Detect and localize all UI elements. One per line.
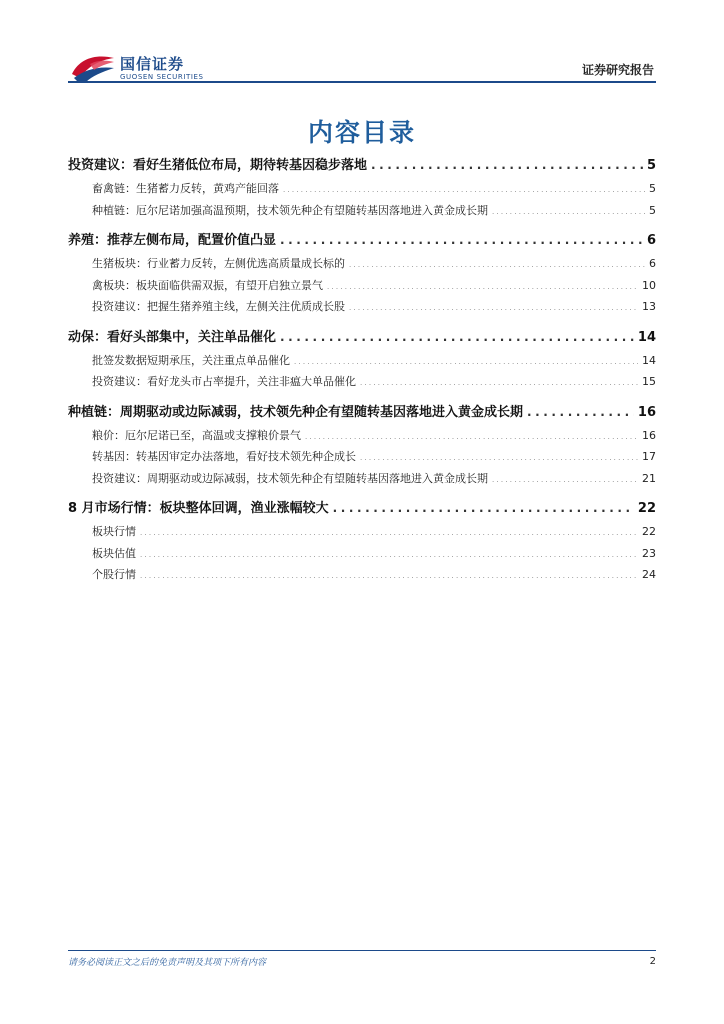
toc-subsection-entry[interactable] <box>68 373 656 395</box>
toc-dot-leader <box>140 551 638 559</box>
toc-subsection-entry[interactable] <box>68 566 656 588</box>
toc-dot-leader <box>140 529 638 537</box>
toc-entry-page: 21 <box>642 471 656 485</box>
logo-cn-text: 国信证券 <box>120 55 185 73</box>
guosen-logo-icon <box>70 52 116 82</box>
table-of-contents <box>68 148 656 588</box>
toc-entry-page: 13 <box>642 300 656 313</box>
toc-entry-page: 23 <box>642 546 656 560</box>
page-number: 2 <box>649 956 656 967</box>
toc-dot-leader <box>333 501 634 515</box>
toc-dot-leader <box>349 304 638 312</box>
toc-subsection-entry[interactable] <box>68 255 656 277</box>
toc-entry-page: 22 <box>637 501 656 516</box>
toc-subsection-entry[interactable] <box>68 523 656 545</box>
toc-entry-label: 动保：看好头部集中，关注单品催化 <box>68 329 277 345</box>
footer-disclaimer: 请务必阅读正文之后的免责声明及其项下所有内容 <box>68 958 267 968</box>
toc-entry-label: 板块行情 <box>92 525 136 538</box>
toc-dot-leader <box>492 476 638 484</box>
toc-entry-page: 6 <box>649 257 656 270</box>
toc-section-entry[interactable] <box>68 223 656 255</box>
toc-entry-page: 6 <box>646 233 656 248</box>
toc-dot-leader <box>360 454 638 462</box>
toc-entry-page: 5 <box>646 158 656 173</box>
toc-section-entry[interactable] <box>68 148 656 180</box>
toc-subsection-entry[interactable] <box>68 298 656 320</box>
toc-entry-page: 5 <box>649 203 656 217</box>
toc-entry-label: 畜禽链：生猪蓄力反转，黄鸡产能回落 <box>92 182 279 195</box>
toc-entry-page: 15 <box>642 375 656 388</box>
toc-title: 内容目录 <box>307 118 416 147</box>
toc-entry-page: 14 <box>642 353 656 367</box>
toc-subsection-entry[interactable] <box>68 545 656 567</box>
toc-entry-page: 24 <box>642 568 656 581</box>
report-type-label: 证券研究报告 <box>581 63 654 77</box>
toc-dot-leader <box>360 379 638 387</box>
logo-en-text: GUOSEN SECURITIES <box>120 73 204 81</box>
toc-entry-page: 16 <box>637 404 656 420</box>
toc-subsection-entry[interactable] <box>68 202 656 224</box>
toc-section-entry[interactable] <box>68 491 656 523</box>
toc-entry-label: 投资建议：看好龙头市占率提升，关注非瘟大单品催化 <box>92 375 356 388</box>
toc-dot-leader <box>349 261 645 269</box>
toc-section-entry[interactable] <box>68 320 656 352</box>
toc-entry-label: 投资建议：看好生猪低位布局，期待转基因稳步落地 <box>68 158 368 173</box>
header-divider <box>68 81 656 83</box>
toc-entry-label: 养殖：推荐左侧布局，配置价值凸显 <box>68 233 277 248</box>
toc-dot-leader <box>280 330 634 344</box>
toc-entry-label: 投资建议：把握生猪养殖主线，左侧关注优质成长股 <box>92 300 345 313</box>
toc-entry-label: 个股行情 <box>92 568 136 581</box>
page-header <box>0 0 724 90</box>
toc-section-entry[interactable] <box>68 395 656 427</box>
toc-dot-leader <box>327 283 638 291</box>
toc-entry-label: 8 月市场行情：板块整体回调，渔业涨幅较大 <box>68 501 329 516</box>
toc-entry-label: 生猪板块：行业蓄力反转，左侧优选高质量成长标的 <box>92 257 345 270</box>
toc-subsection-entry[interactable] <box>68 180 656 202</box>
toc-entry-label: 种植链：周期驱动或边际减弱，技术领先种企有望随转基因落地进入黄金成长期 <box>68 404 524 420</box>
toc-dot-leader <box>527 405 634 419</box>
toc-entry-page: 10 <box>642 278 656 292</box>
toc-dot-leader <box>280 233 643 247</box>
toc-entry-page: 16 <box>642 428 656 442</box>
toc-subsection-entry[interactable] <box>68 448 656 470</box>
toc-entry-page: 17 <box>642 450 656 463</box>
toc-entry-page: 5 <box>649 182 656 195</box>
toc-dot-leader <box>294 358 638 366</box>
toc-dot-leader <box>371 158 643 172</box>
toc-dot-leader <box>305 433 638 441</box>
toc-entry-page: 14 <box>637 329 656 345</box>
toc-entry-label: 板块估值 <box>92 546 136 560</box>
toc-entry-label: 种植链：厄尔尼诺加强高温预期，技术领先种企有望随转基因落地进入黄金成长期 <box>92 203 488 217</box>
toc-dot-leader <box>283 186 645 194</box>
toc-dot-leader <box>140 572 638 580</box>
toc-subsection-entry[interactable] <box>68 470 656 492</box>
toc-entry-label: 禽板块：板块面临供需双振，有望开启独立景气 <box>92 278 323 292</box>
toc-subsection-entry[interactable] <box>68 352 656 374</box>
toc-entry-label: 转基因：转基因审定办法落地，看好技术领先种企成长 <box>92 450 356 463</box>
toc-entry-label: 粮价：厄尔尼诺已至，高温或支撑粮价景气 <box>92 428 301 442</box>
toc-entry-label: 投资建议：周期驱动或边际减弱，技术领先种企有望随转基因落地进入黄金成长期 <box>92 471 488 485</box>
toc-entry-label: 批签发数据短期承压，关注重点单品催化 <box>92 353 290 367</box>
toc-subsection-entry[interactable] <box>68 277 656 299</box>
toc-entry-page: 22 <box>642 525 656 538</box>
toc-dot-leader <box>492 208 645 216</box>
footer-divider <box>68 950 656 951</box>
toc-subsection-entry[interactable] <box>68 427 656 449</box>
